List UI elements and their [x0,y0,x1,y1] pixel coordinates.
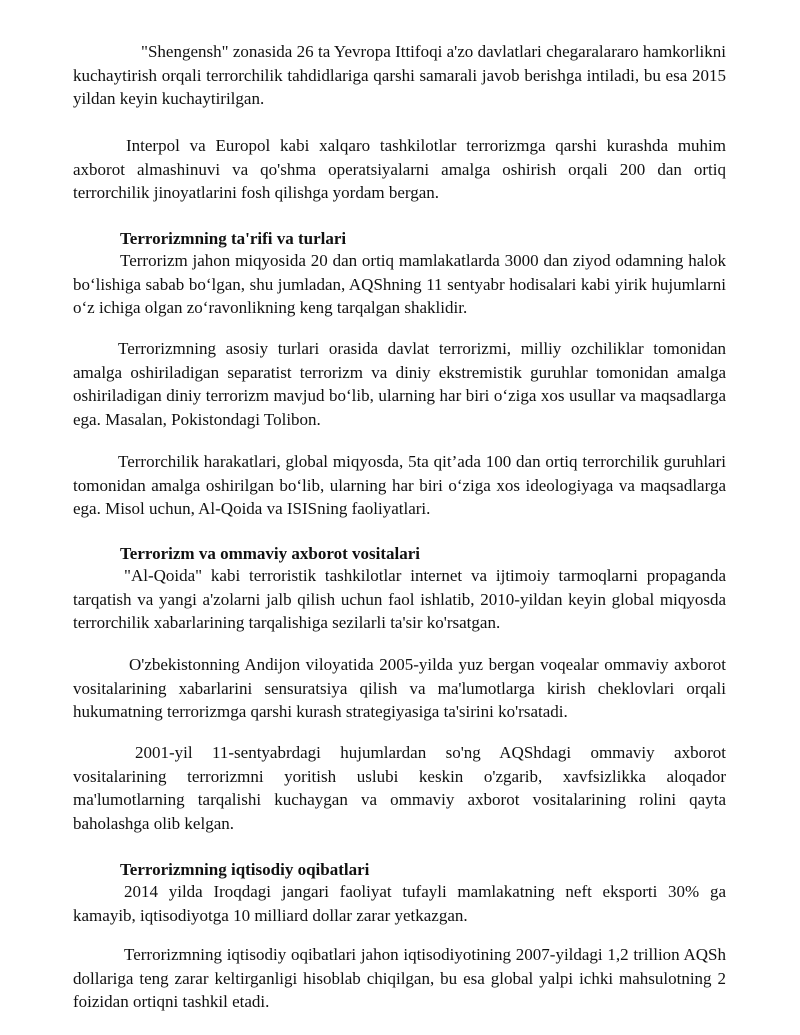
paragraph-terrorism-definition: Terrorizm jahon miqyosida 20 dan ortiq mamlakatlarda 3000 dan ziyod odamning halok bo‘lishiga sabab bo‘lgan, shu jumladan, AQShning 11 sentyabr hodisalari kabi yirik hujumlarni o‘z ichiga olgan zo‘ravonlikning keng tarqalgan shaklidir. [73,251,726,317]
paragraph-global-economy: Terrorizmning iqtisodiy oqibatlari jahon iqtisodiyotining 2007-yildagi 1,2 trillion AQSh dollariga teng zarar keltirganligi hisoblab chiqilgan, bu esa global yalpi ichki mahsulotning 2 foizidan ortiqni tashkil etadi. [73,945,726,1011]
heading-economic-consequences: Terrorizmning iqtisodiy oqibatlari [120,860,370,879]
paragraph-andijan: O'zbekistonning Andijon viloyatida 2005-yilda yuz bergan voqealar ommaviy axborot vositalarining xabarlarini sensuratsiya qilish va ma'lumotlarga kirish cheklovlari orqali hukumatning terrorizmga qarshi kurash strategiyasiga ta'sirini ko'rsatadi. [73,655,726,721]
paragraph-september-11-media: 2001-yil 11-sentyabrdagi hujumlardan so'ng AQShdagi ommaviy axborot vositalarining terrorizmni yoritish uslubi keskin o'zgarib, xavfsizlikka aloqador ma'lumotlarning tarqalishi kuchaygan va ommaviy axborot vositalarining rolini qayta baholashga olib kelgan. [73,743,726,833]
paragraph-terrorist-acts: Terrorchilik harakatlari, global miqyosda, 5ta qit’ada 100 dan ortiq terrorchilik guruhlari tomonidan amalga oshirilgan bo‘lib, ularning har biri o‘ziga xos ideologiyaga va maqsadlarga ega. Misol uchun, Al-Qoida va ISISning faoliyatlari. [73,452,726,518]
heading-definition-types: Terrorizmning ta'rifi va turlari [120,229,347,248]
paragraph-iraq-oil: 2014 yilda Iroqdagi jangari faoliyat tufayli mamlakatning neft eksporti 30% ga kamayib, iqtisodiyotga 10 milliard dollar zarar yetkazgan. [73,882,726,925]
heading-mass-media: Terrorizm va ommaviy axborot vositalari [120,544,420,563]
paragraph-terrorism-types: Terrorizmning asosiy turlari orasida davlat terrorizmi, milliy ozchiliklar tomonidan amalga oshiriladigan separatist terrorizm va diniy ekstremistik guruhlar tomonidan amalga oshiriladigan diniy terrorizm mavjud bo‘lib, ularning har biri o‘ziga xos usullar va maqsadlarga ega. Masalan, Pokistondagi Tolibon. [73,339,726,429]
paragraph-al-qaeda-media: "Al-Qoida" kabi terroristik tashkilotlar internet va ijtimoiy tarmoqlarni propaganda tarqatish va yangi a'zolarni jalb qilish uchun faol ishlatib, 2010-yildan keyin global miqyosda terrorchilik xabarlarining tarqalishiga sezilarli ta'sir ko'rsatgan. [73,566,726,632]
paragraph-interpol-europol: Interpol va Europol kabi xalqaro tashkilotlar terrorizmga qarshi kurashda muhim axborot almashinuvi va qo'shma operatsiyalarni amalga oshirish orqali 200 dan ortiq terrorchilik jinoyatlarini fosh qilishga yordam bergan. [73,136,726,202]
paragraph-schengen: "Shengensh" zonasida 26 ta Yevropa Ittifoqi a'zo davlatlari chegaralararo hamkorlikni kuchaytirish orqali terrorchilik tahdidlariga qarshi samarali javob berishga intiladi, bu esa 2015 yildan keyin kuchaytirilgan. [73,42,726,108]
